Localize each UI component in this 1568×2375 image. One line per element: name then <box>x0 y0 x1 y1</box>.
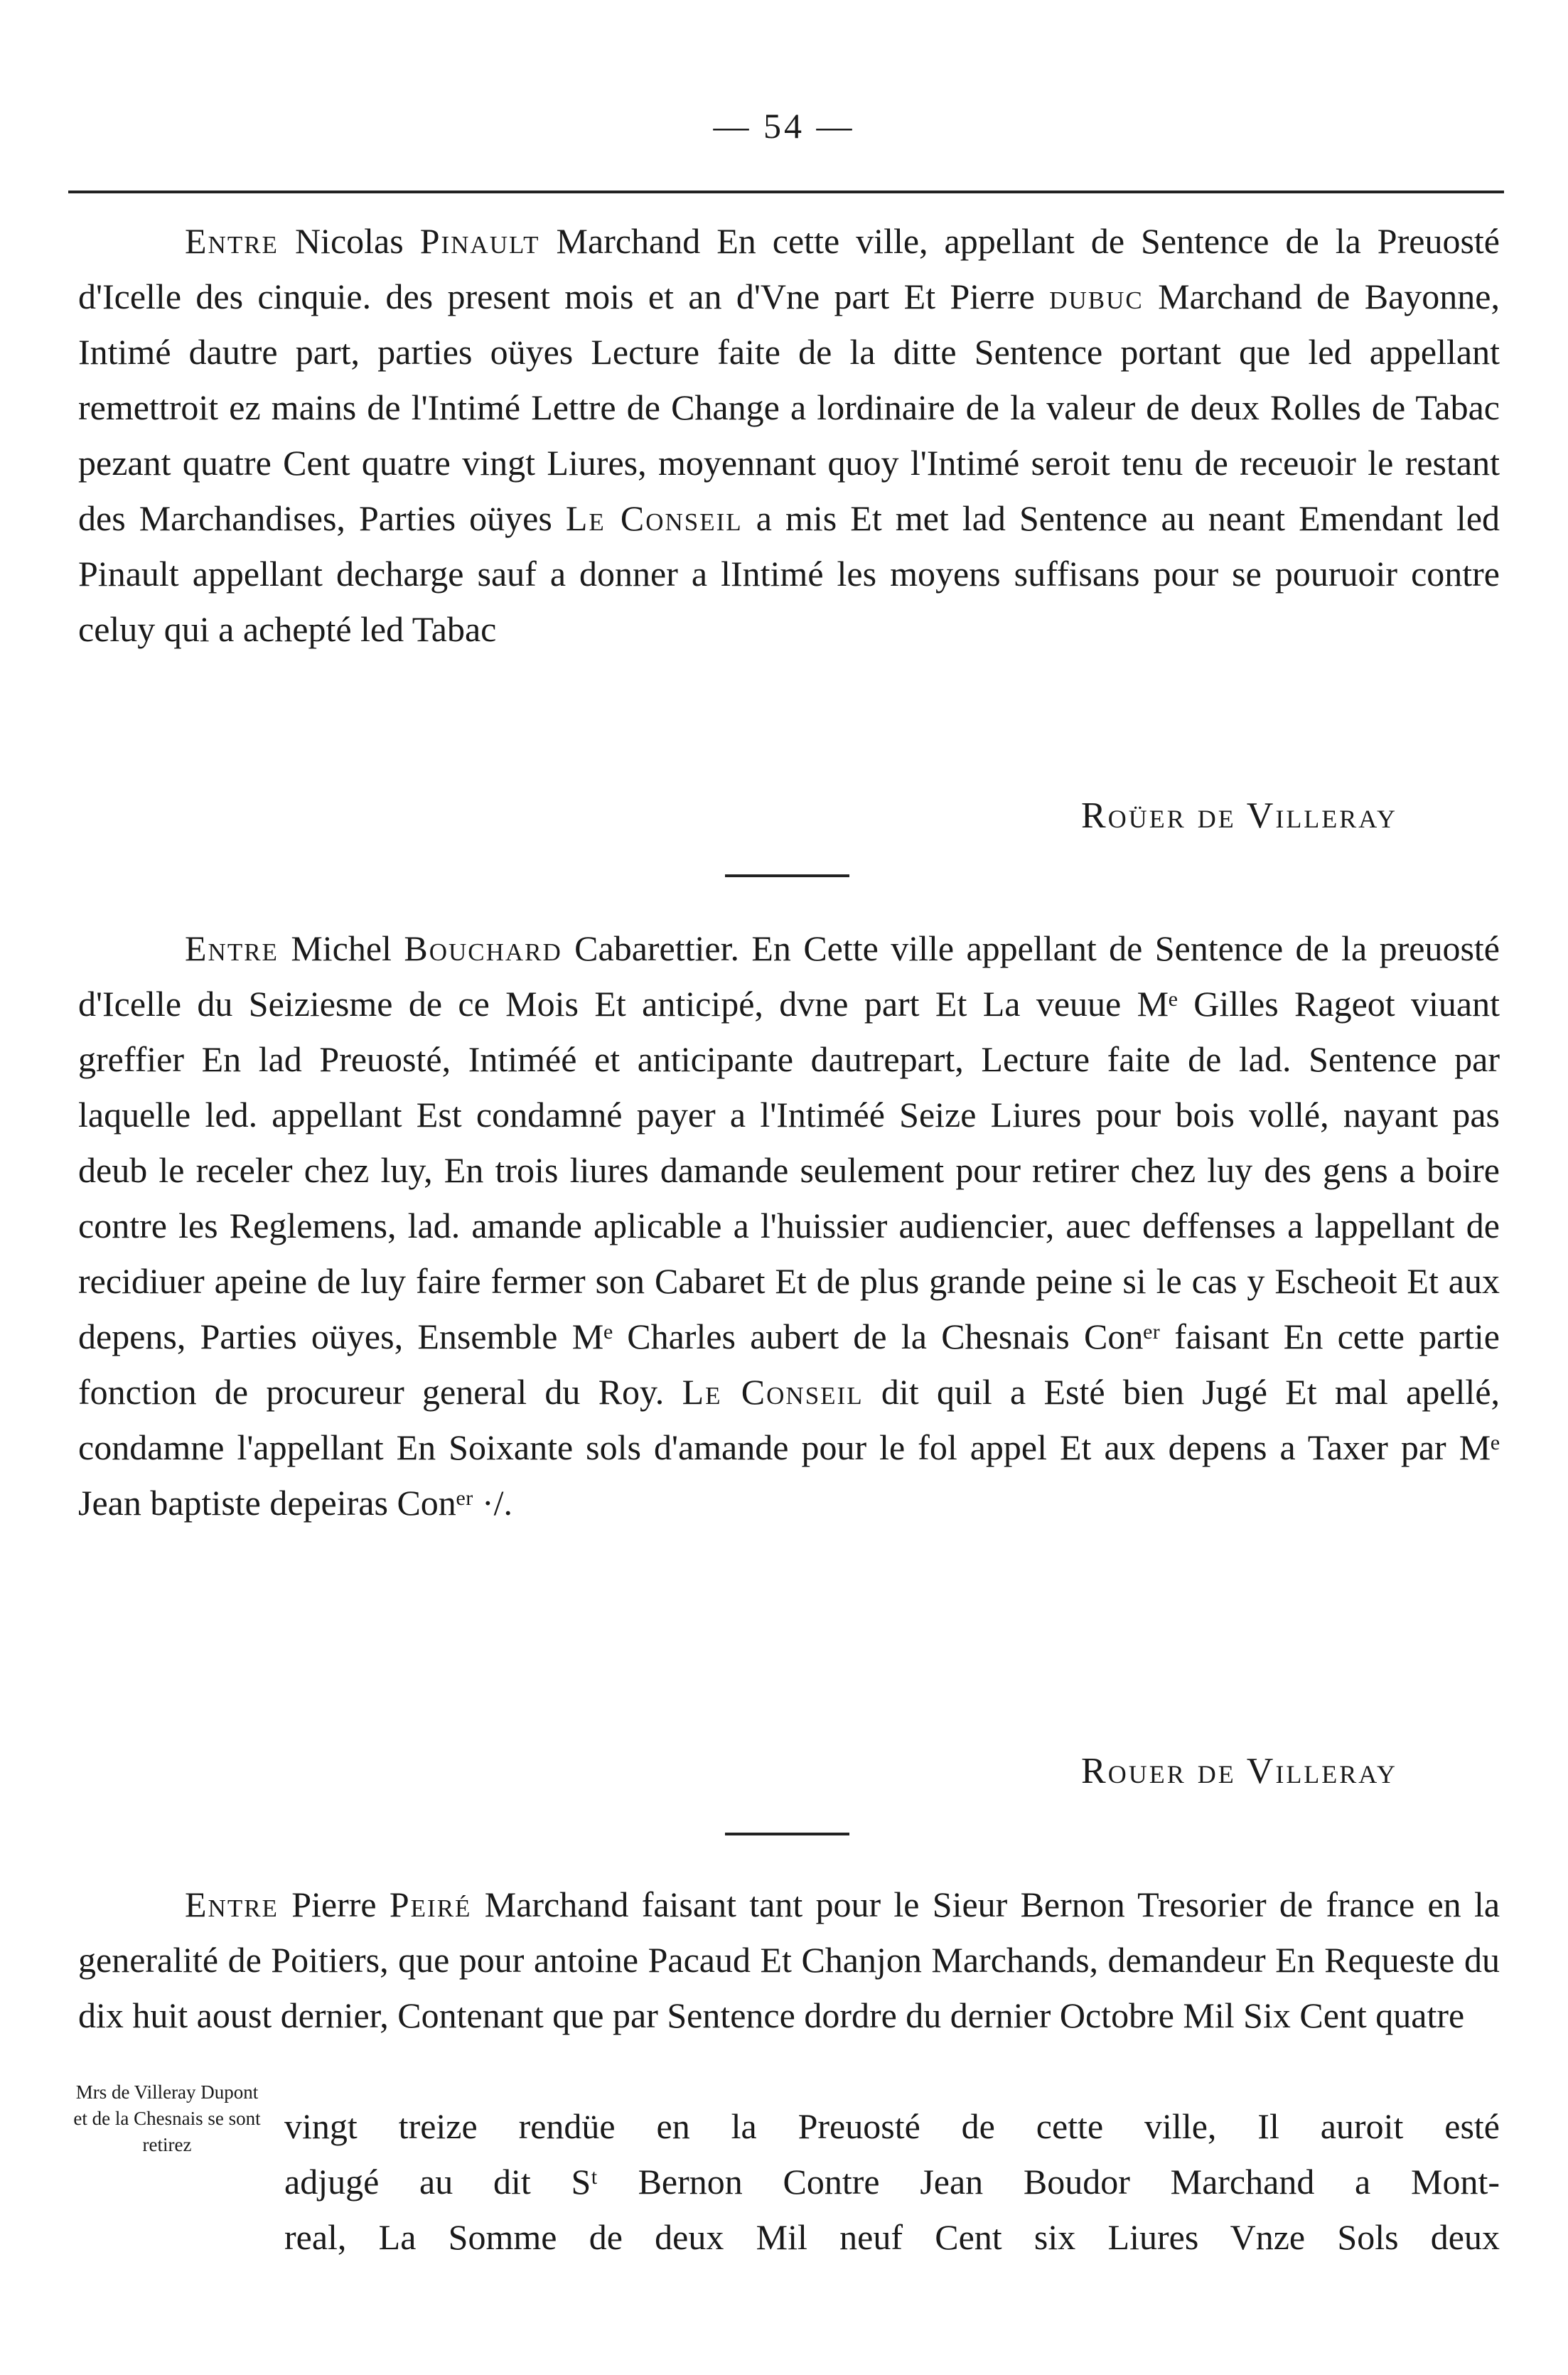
page-number: — 54 — <box>713 106 855 146</box>
section-divider <box>725 1833 849 1835</box>
continuation-line: vingt treize rendüe en la Preuosté de cette ville, Il auroit esté <box>284 2106 1500 2146</box>
entry-text: Marchand de Bayonne, Intimé dautre part, parties oüyes Lecture faite de la ditte Sentence portant que led appellant remettroit ez mains de l'Intimé Lettre de Change a lordinaire de la valeur de deux Rolles de Tabac pezant quatre Cent quatre vingt Liures, moyennant quoy l'Intimé seroit tenu de receuoir le restant des Marchandises, Parties oüyes <box>78 277 1500 538</box>
entry-peire <box>78 1877 1500 2043</box>
entry-text: Michel <box>291 928 392 968</box>
entry-text: Cabarettier. En Cette ville appellant de Sentence de la preuosté d'Icelle du Seiziesme de ce Mois Et anticipé, dvne part Et La veuue Mᵉ Gilles Rageot viuant greffier En lad Preuosté, Intiméé et anticipante dautrepart, Lecture faite de lad. Sentence par laquelle led. appellant Est condamné payer a l'Intiméé Seize Liures pour bois vollé, nayant pas deub le receler chez luy, En trois liures damande seulement pour retirer chez luy des gens a boire contre les Reglemens, lad. amande aplicable a l'huissier audiencier, auec deffenses a lappellant de recidiuer apeine de luy faire fermer son Cabaret Et de plus grande peine si le cas y Escheoit Et aux depens, Parties oüyes, Ensemble Mᵉ Charles aubert de la Chesnais Conᵉʳ faisant En cette partie fonction de procureur general du Roy. <box>78 928 1500 1412</box>
section-divider <box>725 874 849 877</box>
signature: Roüer de Villeray <box>1081 795 1397 836</box>
party-name: Bouchard <box>404 928 562 968</box>
entry-peire-continuation <box>284 2098 1500 2265</box>
entry-bouchard <box>78 921 1500 1530</box>
entry-text: dit quil a Esté bien Jugé Et mal apellé, condamne l'appellant En Soixante sols d'amande pour le fol appel Et aux depens a Taxer par Mᵉ Jean baptiste depeiras Conᵉʳ ·/. <box>78 1372 1500 1523</box>
signature: Rouer de Villeray <box>1081 1751 1397 1791</box>
entry-text: Nicolas <box>294 221 404 261</box>
continuation-line: real, La Somme de deux Mil neuf Cent six Liures Vnze Sols deux <box>284 2217 1500 2257</box>
entry-peire-text <box>78 1877 1500 2043</box>
entry-lead: Entre <box>185 221 279 261</box>
entry-text: Pierre <box>291 1885 377 1924</box>
entry-pinault <box>78 213 1500 657</box>
party-name: dubuc <box>1049 277 1144 316</box>
party-name: Peiré <box>389 1885 472 1924</box>
entry-text: Marchand En cette ville, appellant de Sentence de la Preuosté d'Icelle des cinquie. des present mois et an d'Vne part Et Pierre <box>78 221 1500 316</box>
entry-lead: Entre <box>185 928 279 968</box>
margin-note: Mrs de Villeray Dupont et de la Chesnais se sont retirez <box>73 2081 261 2155</box>
party-name: Pinault <box>419 221 540 261</box>
entry-bouchard-text <box>78 921 1500 1530</box>
entry-text: Marchand faisant tant pour le Sieur Bernon Tresorier de france en la generalité de Poitiers, que pour antoine Pacaud Et Chanjon Marchands, demandeur En Requeste du dix huit aoust dernier, Contenant que par Sentence dordre du dernier Octobre Mil Six Cent quatre <box>78 1885 1500 2035</box>
entry-pinault-text <box>78 213 1500 657</box>
header-rule <box>68 191 1504 193</box>
entry-text: a mis Et met lad Sentence au neant Emendant led Pinault appellant decharge sauf a donner a lIntimé les moyens suffisans pour se pouruoir contre celuy qui a achepté led Tabac <box>78 498 1500 649</box>
entry-lead: Entre <box>185 1885 279 1924</box>
conseil-label: Le Conseil <box>682 1372 864 1412</box>
conseil-label: Le Conseil <box>565 498 743 538</box>
continuation-line: adjugé au dit Sᵗ Bernon Contre Jean Boudor Marchand a Mont- <box>284 2162 1500 2202</box>
